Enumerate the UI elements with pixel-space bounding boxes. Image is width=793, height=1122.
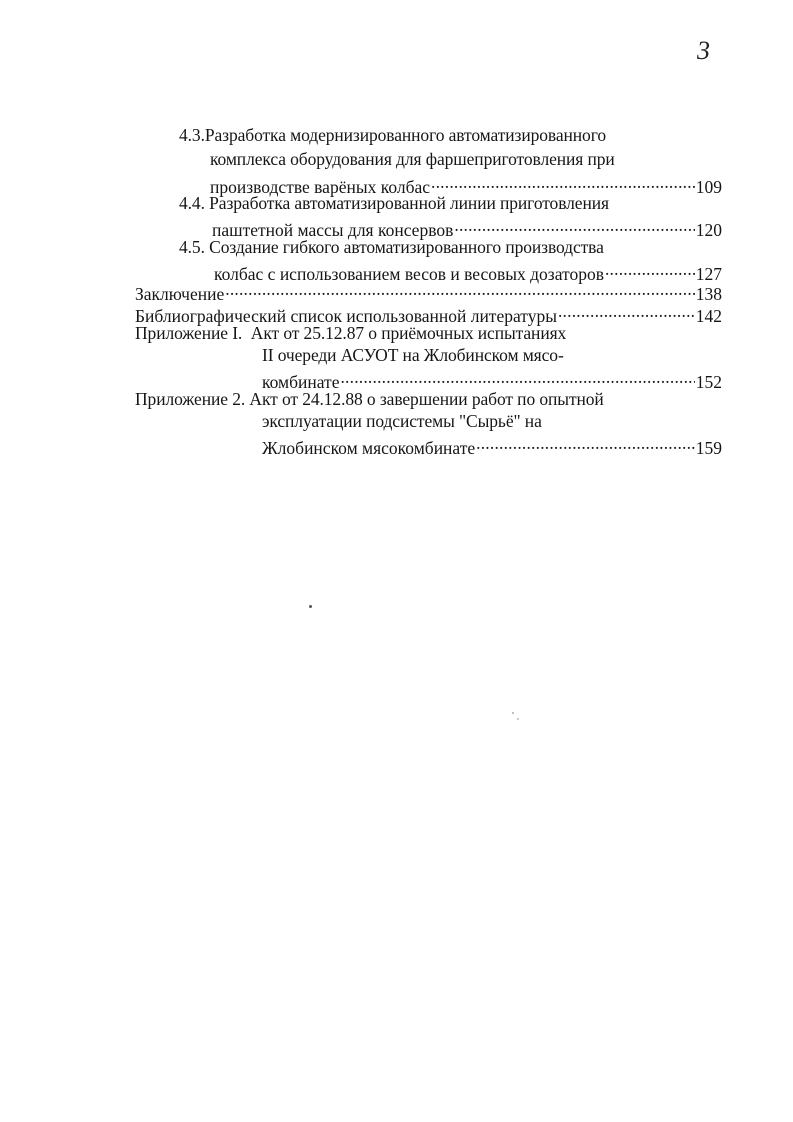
dot-leader [476, 432, 695, 454]
toc-entry-title-end: Жлобинском мясокомбинате [262, 438, 476, 458]
dot-leader [431, 171, 695, 193]
toc-entry-4-3-line-1 [179, 124, 606, 146]
toc-page-number: 127 [695, 264, 722, 284]
toc-entry-title-end: колбас с использованием весов и весовых дозаторов [214, 264, 604, 284]
toc-page-number: 109 [695, 177, 722, 197]
toc-page-number: 120 [695, 220, 722, 240]
dot-leader [340, 366, 694, 388]
toc-entry-title: Разработка автоматизированной линии приготовления [209, 193, 609, 213]
scan-speck [309, 605, 312, 608]
toc-page-number: 142 [695, 306, 722, 326]
toc-entry-4-4-line-1 [179, 192, 609, 214]
toc-entry-appendix-1-line-1 [135, 322, 566, 344]
toc-entry-appendix-2-leader [262, 432, 722, 459]
toc-entry-title-end: производстве варёных колбас [210, 177, 431, 197]
scan-speck [517, 718, 519, 720]
toc-entry-title: Создание гибкого автоматизированного производства [209, 237, 604, 257]
toc-entry-number: 4.3. [179, 125, 205, 145]
toc-entry-appendix-1-line-2: II очереди АСУОТ на Жлобинском мясо- [262, 345, 564, 365]
toc-entry-title: Разработка модернизированного автоматизированного [204, 125, 606, 145]
toc-entry-appendix-2-line-1 [135, 388, 604, 410]
toc-entry-4-3-line-2: комплекса оборудования для фаршеприготовления при [210, 149, 615, 169]
toc-entry-4-5-line-1 [179, 236, 604, 258]
toc-entry-number: 4.5. [179, 237, 205, 257]
dot-leader [605, 258, 695, 280]
scan-speck [512, 712, 514, 714]
page-number: 3 [697, 36, 710, 65]
toc-entry-title-end: комбинате [262, 372, 340, 392]
toc-entry-label: Приложение 2. [135, 389, 246, 409]
toc-entry-title: Библиографический список использованной литературы [135, 306, 557, 326]
toc-entry-label: Приложение I. [135, 323, 243, 343]
toc-entry-number: 4.4. [179, 193, 205, 213]
toc-entry-title-end: паштетной массы для консервов [212, 220, 454, 240]
dot-leader [225, 278, 695, 300]
toc-entry-title: Акт от 24.12.88 о завершении работ по опытной [249, 389, 604, 409]
dot-leader [454, 214, 694, 236]
toc-page-number: 152 [695, 372, 722, 392]
toc-page-number: 138 [695, 284, 722, 304]
toc-entry-title: Акт от 25.12.87 о приёмочных испытаниях [250, 323, 567, 343]
dot-leader [558, 300, 695, 322]
toc-entry-title: Заключение [135, 284, 225, 304]
toc-entry-appendix-2-line-2: эксплуатации подсистемы "Сырьё" на [262, 411, 542, 431]
toc-page-number: 159 [695, 438, 722, 458]
